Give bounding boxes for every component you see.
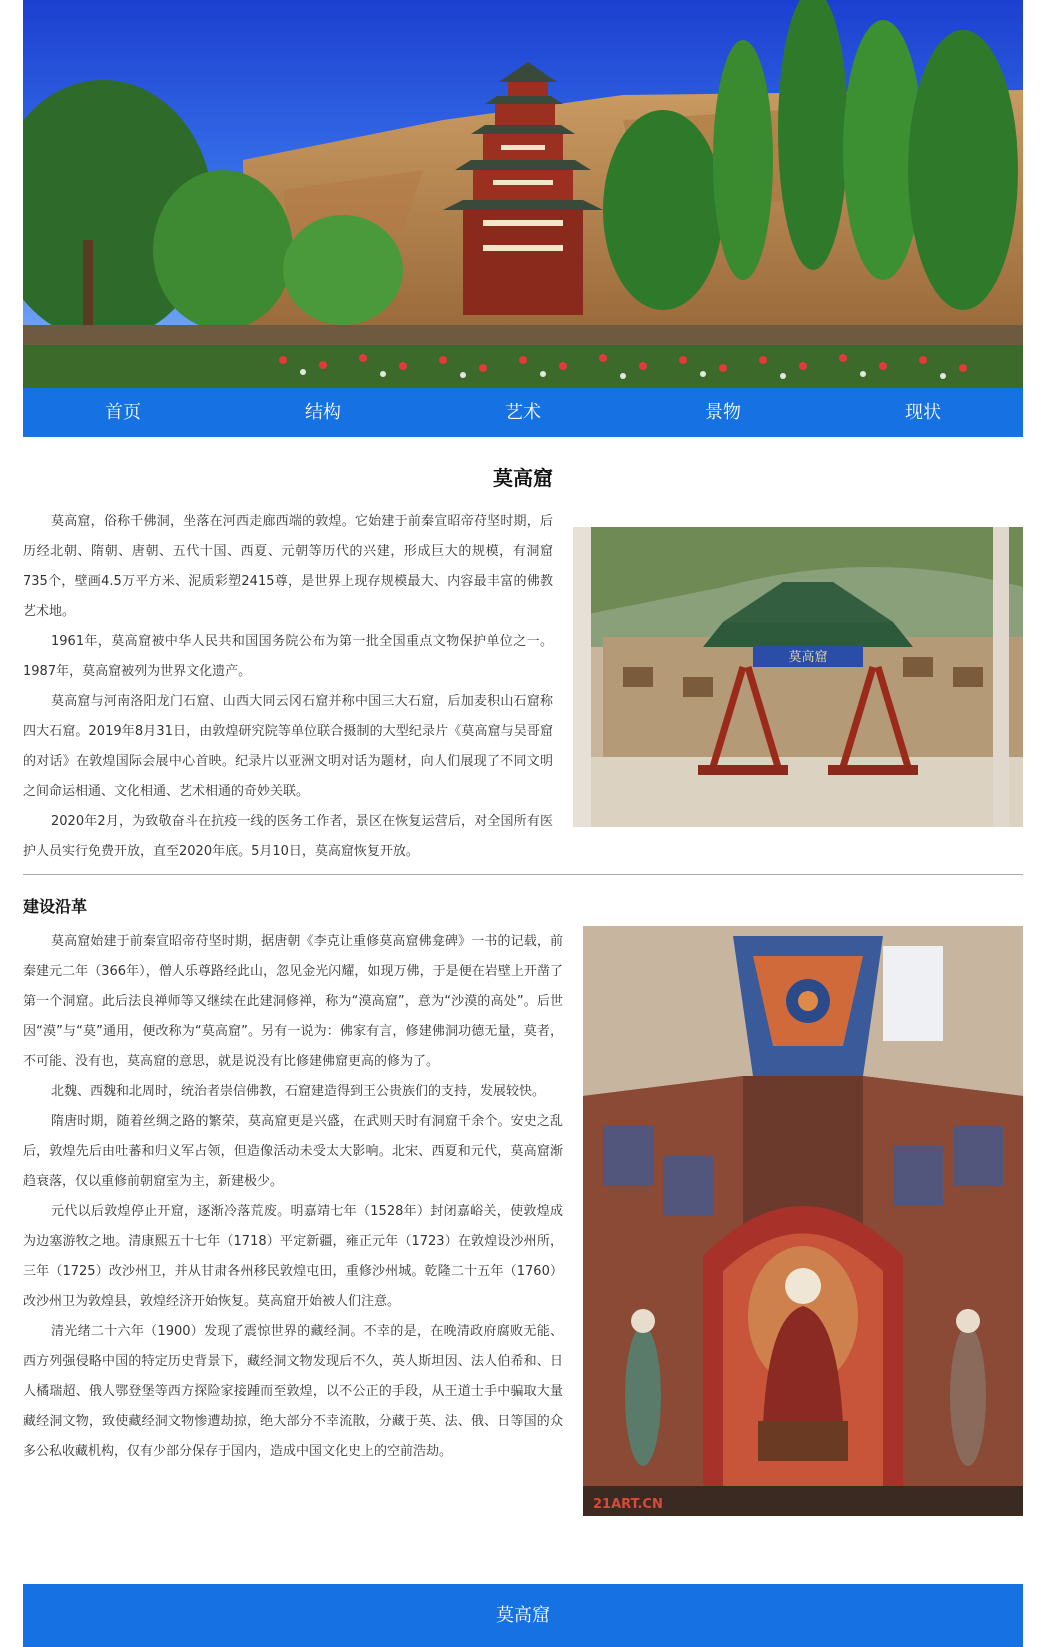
nav-item-art[interactable]: 艺术 (505, 402, 541, 423)
gate-plaque-text: 莫高窟 (788, 650, 828, 665)
nav-item-status[interactable]: 现状 (905, 402, 941, 423)
history-text (23, 927, 563, 1467)
nav-item-structure[interactable]: 结构 (305, 402, 341, 423)
intro-paragraph: 1961年，莫高窟被中华人民共和国国务院公布为第一批全国重点文物保护单位之一。1987年，莫高窟被列为世界文化遗产。 (23, 634, 553, 679)
mogao-pagoda-scene (23, 0, 1023, 388)
nav-item-scenery[interactable]: 景物 (705, 402, 741, 423)
nav-item-home[interactable]: 首页 (105, 402, 141, 423)
history-paragraph: 隋唐时期，随着丝绸之路的繁荣，莫高窟更是兴盛，在武则天时有洞窟千余个。安史之乱后，敦煌先后由吐蕃和归义军占领，但造像活动未受太大影响。北宋、西夏和元代，莫高窟渐趋衰落，仅以重修前朝窟室为主，新建极少。 (23, 1114, 563, 1189)
banner-image (23, 0, 1023, 388)
page-title: 莫高窟 (493, 466, 553, 490)
main-nav (23, 388, 1023, 437)
intro-paragraph: 莫高窟与河南洛阳龙门石窟、山西大同云冈石窟并称中国三大石窟，后加麦积山石窟称四大石窟。2019年8月31日，由敦煌研究院等单位联合摄制的大型纪录片《莫高窟与吴哥窟的对话》在敦煌国际会展中心首映。纪录片以亚洲文明对话为题材，向人们展现了不同文明之间命运相通、文化相通、艺术相通的奇妙关联。 (23, 694, 553, 799)
history-paragraph: 元代以后敦煌停止开窟，逐渐冷落荒废。明嘉靖七年（1528年）封闭嘉峪关，使敦煌成为边塞游牧之地。清康熙五十七年（1718）平定新疆，雍正元年（1723）在敦煌设沙州所，三年（1725）改沙州卫，并从甘肃各州移民敦煌屯田，重修沙州城。乾隆二十五年（1760）改沙州卫为敦煌县，敦煌经济开始恢复。莫高窟开始被人们注意。 (23, 1204, 563, 1309)
page (23, 0, 1023, 1626)
watermark-text: 21ART.CN (593, 1497, 663, 1512)
memorial-gate-scene (573, 527, 1023, 827)
section-divider (23, 874, 1023, 875)
buddha-cave-mural (583, 926, 1023, 1516)
history-paragraph: 清光绪二十六年（1900）发现了震惊世界的藏经洞。不幸的是，在晚清政府腐败无能、西方列强侵略中国的特定历史背景下，藏经洞文物发现后不久，英人斯坦因、法人伯希和、日人橘瑞超、俄人鄂登堡等西方探险家接踵而至敦煌，以不公正的手段，从王道士手中骗取大量藏经洞文物，致使藏经洞文物惨遭劫掠，绝大部分不幸流散，分藏于英、法、俄、日等国的众多公私收藏机构，仅有少部分保存于国内，造成中国文化史上的空前浩劫。 (23, 1324, 563, 1459)
history-paragraph: 北魏、西魏和北周时，统治者崇信佛教，石窟建造得到王公贵族们的支持，发展较快。 (51, 1084, 546, 1099)
cave-mural-photo (583, 926, 1023, 1516)
intro-paragraph: 2020年2月，为致敬奋斗在抗疫一线的医务工作者，景区在恢复运营后，对全国所有医护人员实行免费开放，直至2020年底。5月10日，莫高窟恢复开放。 (23, 814, 553, 859)
history-paragraph: 莫高窟始建于前秦宣昭帝苻坚时期，据唐朝《李克让重修莫高窟佛龛碑》一书的记载，前秦建元二年（366年），僧人乐尊路经此山，忽见金光闪耀，如现万佛，于是便在岩壁上开凿了第一个洞窟。此后法良禅师等又继续在此建洞修禅，称为“漠高窟”，意为“沙漠的高处”。后世因“漠”与“莫”通用，便改称为“莫高窟”。另有一说为：佛家有言，修建佛洞功德无量，莫者，不可能、没有也，莫高窟的意思，就是说没有比修建佛窟更高的修为了。 (23, 934, 563, 1069)
gate-photo (573, 527, 1023, 827)
intro-text (23, 507, 553, 867)
footer: 莫高窟 (23, 1584, 1023, 1647)
intro-paragraph: 莫高窟，俗称千佛洞，坐落在河西走廊西端的敦煌。它始建于前秦宣昭帝苻坚时期，后历经北朝、隋朝、唐朝、五代十国、西夏、元朝等历代的兴建，形成巨大的规模，有洞窟735个，壁画4.5万平方米、泥质彩塑2415尊，是世界上现存规模最大、内容最丰富的佛教艺术地。 (23, 514, 553, 619)
section-heading: 建设沿革 (23, 897, 88, 916)
